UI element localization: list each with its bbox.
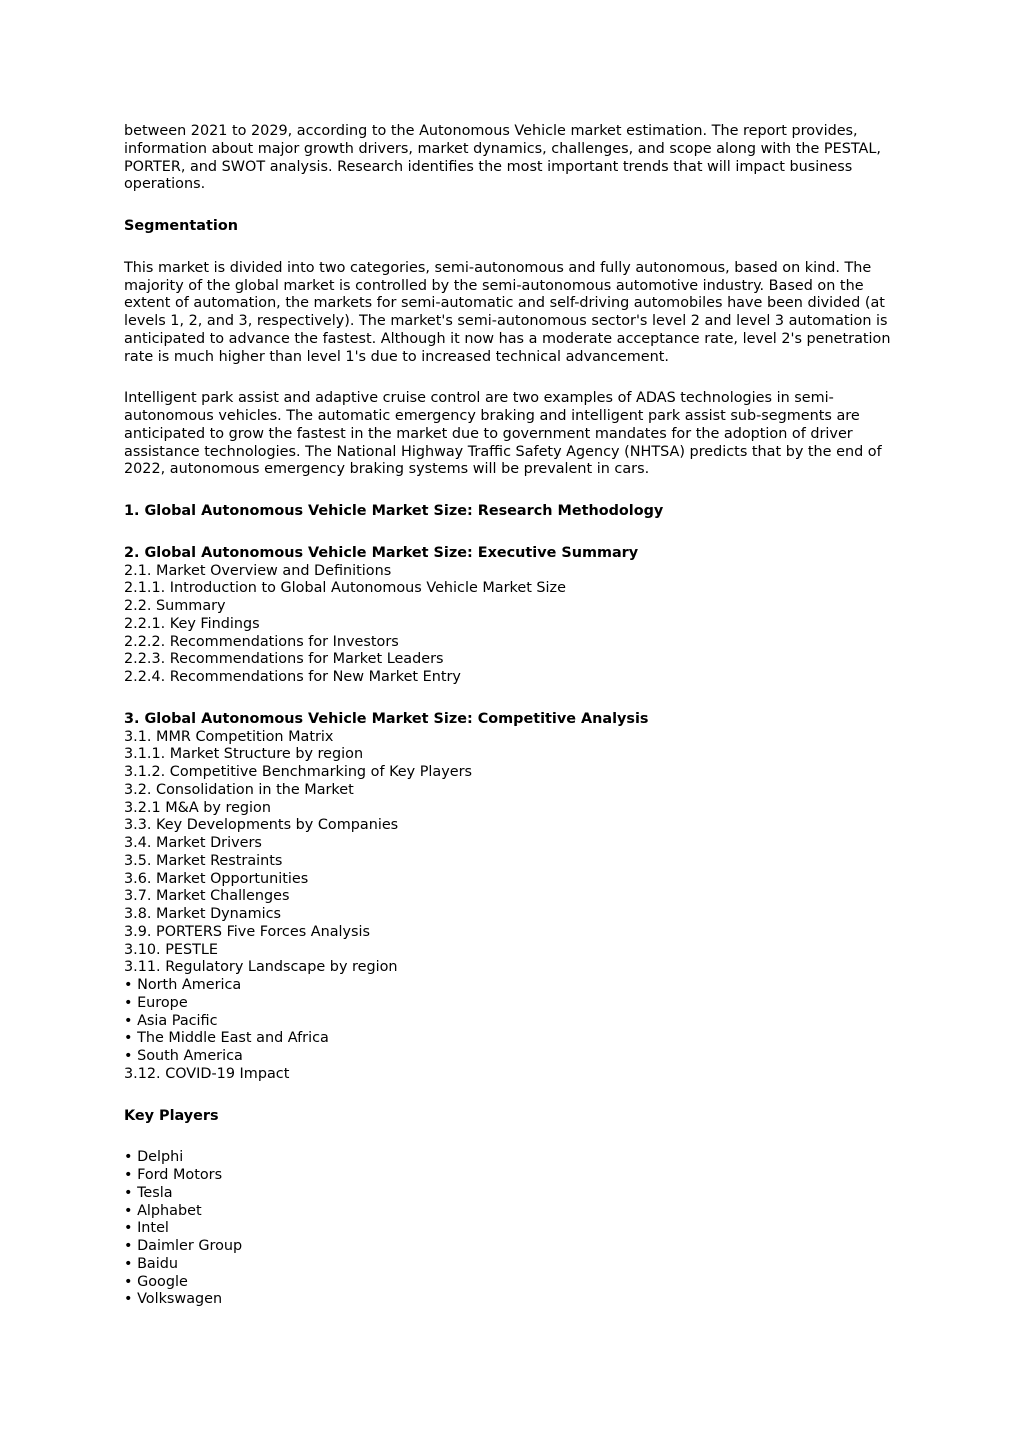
toc-section-3	[124, 711, 904, 1084]
toc-region-item: • South America	[124, 1048, 243, 1064]
toc-item: 3.11. Regulatory Landscape by region	[124, 959, 398, 976]
toc-item: 3.3. Key Developments by Companies	[124, 817, 399, 834]
toc-item: 3.7. Market Challenges	[124, 888, 290, 905]
toc-region-item: • North America	[124, 977, 242, 993]
toc-item: 3.1.2. Competitive Benchmarking of Key Players	[124, 764, 473, 780]
key-players-heading: Key Players	[124, 1107, 219, 1124]
key-players-list	[124, 1149, 904, 1309]
key-player-item: • Tesla	[124, 1184, 173, 1201]
toc-item: 3.9. PORTERS Five Forces Analysis	[124, 923, 371, 940]
toc-item: 3.2. Consolidation in the Market	[124, 781, 354, 798]
toc-section-2-heading: 2. Global Autonomous Vehicle Market Size: Executive Summary	[124, 544, 639, 561]
segmentation-paragraph-2: Intelligent park assist and adaptive cruise control are two examples of ADAS technologies in semi-autonomous vehicles. The automatic emergency braking and intelligent park assist sub-segments are anticipated to grow the fastest in the market due to government mandates for the adoption of driver assistance technologies. The National Highway Traffic Safety Agency (NHTSA) predicts that by the end of 2022, autonomous emergency braking systems will be prevalent in cars.	[124, 390, 882, 478]
key-player-item: • Daimler Group	[124, 1238, 243, 1254]
key-player-item: • Alphabet	[124, 1202, 202, 1219]
toc-item: 2.2.4. Recommendations for New Market Entry	[124, 669, 461, 685]
toc-item: 2.2. Summary	[124, 598, 226, 614]
toc-item: 3.8. Market Dynamics	[124, 906, 282, 922]
toc-item: 3.5. Market Restraints	[124, 852, 283, 869]
key-player-item: • Delphi	[124, 1149, 184, 1166]
toc-item: 3.2.1 M&A by region	[124, 799, 271, 816]
toc-item: 2.1.1. Introduction to Global Autonomous Vehicle Market Size	[124, 580, 566, 597]
segmentation-paragraph-1: This market is divided into two categories, semi-autonomous and fully autonomous, based on kind. The majority of the global market is controlled by the semi-autonomous automotive industry. Based on the extent of automation, the markets for semi-automatic and self-driving automobiles have been divided (at levels 1, 2, and 3, respectively). The market's semi-autonomous sector's level 2 and level 3 automation is anticipated to advance the fastest. Although it now has a moderate acceptance rate, level 2's penetration rate is much higher than level 1's due to increased technical advancement.	[124, 259, 891, 365]
document-page	[124, 123, 904, 1309]
toc-item: 2.2.2. Recommendations for Investors	[124, 633, 399, 650]
intro-paragraph: between 2021 to 2029, according to the Autonomous Vehicle market estimation. The report provides, information about major growth drivers, market dynamics, challenges, and scope along with the PESTAL, PORTER, and SWOT analysis. Research identifies the most important trends that will impact business operations.	[124, 123, 881, 193]
toc-item: 2.1. Market Overview and Definitions	[124, 562, 392, 579]
key-player-item: • Volkswagen	[124, 1291, 223, 1308]
toc-item: 3.1. MMR Competition Matrix	[124, 728, 334, 745]
key-player-item: • Google	[124, 1273, 188, 1290]
toc-region-item: • Asia Pacific	[124, 1012, 218, 1029]
toc-item: 3.10. PESTLE	[124, 941, 218, 958]
toc-region-item: • The Middle East and Africa	[124, 1030, 329, 1047]
key-player-item: • Baidu	[124, 1255, 179, 1272]
toc-item: 3.1.1. Market Structure by region	[124, 746, 364, 763]
toc-section-2	[124, 545, 904, 687]
toc-region-item: • Europe	[124, 994, 188, 1011]
toc-section-3-heading: 3. Global Autonomous Vehicle Market Size: Competitive Analysis	[124, 710, 649, 727]
key-player-item: • Ford Motors	[124, 1167, 223, 1183]
toc-item: 3.4. Market Drivers	[124, 835, 262, 851]
toc-item: 2.2.1. Key Findings	[124, 615, 260, 632]
toc-item: 3.6. Market Opportunities	[124, 870, 309, 887]
toc-item: 3.12. COVID-19 Impact	[124, 1065, 290, 1082]
key-player-item: • Intel	[124, 1220, 169, 1237]
toc-item: 2.2.3. Recommendations for Market Leaders	[124, 651, 444, 668]
segmentation-heading: Segmentation	[124, 218, 238, 234]
toc-section-1-heading: 1. Global Autonomous Vehicle Market Size: Research Methodology	[124, 503, 664, 519]
